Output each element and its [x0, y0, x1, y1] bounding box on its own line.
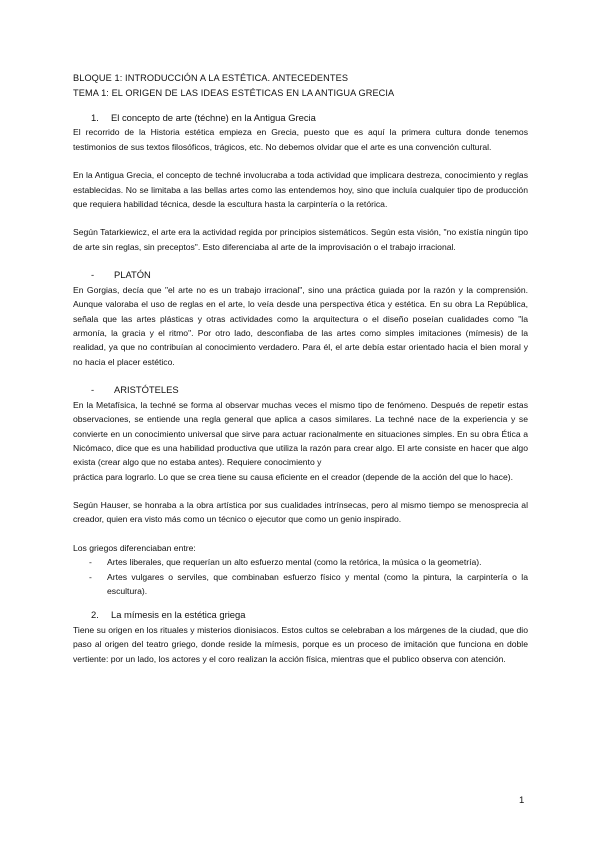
block-title: BLOQUE 1: INTRODUCCIÓN A LA ESTÉTICA. ANTECEDENTES: [73, 73, 349, 83]
list-item: - Artes vulgares o serviles, que combinaban esfuerzo físico y mental (como la pintura, la carpintería o la escultura).: [89, 571, 528, 596]
aristoteles-paragraph-2: práctica para lograrlo. Lo que se crea tiene su causa eficiente en el creador (depende de la acción del que lo hace).: [73, 471, 513, 482]
theme-title: TEMA 1: EL ORIGEN DE LAS IDEAS ESTÉTICAS EN LA ANTIGUA GRECIA: [73, 87, 395, 98]
aristoteles-paragraph-3: Según Hauser, se honraba a la obra artística por sus cualidades intrínsecas, pero al mismo tiempo se menosprecia al creador, quien era visto más como un técnico o ejecutor que como un genio inspirado.: [73, 500, 528, 525]
platon-heading: [73, 268, 528, 283]
list-item: - Artes liberales, que requerían un alto esfuerzo mental (como la retórica, la música o la geometría).: [89, 557, 482, 568]
aristoteles-paragraph-1: En la Metafísica, la techné se forma al observar muchas veces el mismo tipo de fenómeno. Después de repetir estas observaciones, se entiende una regla general que aplica a casos similares. La techné nace de la experiencia y se convierte en un conocimiento universal que sirve para actuar racionalmente en situaciones simples. En su obra Ética a Nicómaco, dice que es una habilidad productiva que utiliza la razón para crear algo. El arte consiste en hacer que algo exista (crear algo que no estaba antes). Requiere conocimiento y: [73, 400, 528, 468]
aristoteles-bullet: -: [91, 384, 95, 396]
arts-list: [73, 555, 528, 598]
section1-heading: [73, 111, 528, 126]
section1-paragraph-2: En la Antigua Grecia, el concepto de techné involucraba a toda actividad que implicara destreza, conocimiento y reglas establecidas. No se limitaba a las bellas artes como las entendemos hoy, sino que incluía cualquier tipo de producción que requiera habilidad técnica, desde la escultura hasta la carpintería o la retórica.: [73, 170, 528, 209]
document-page: [73, 71, 528, 666]
platon-heading-text: PLATÓN: [114, 269, 151, 281]
platon-paragraph: En Gorgias, decía que "el arte no es un trabajo irracional", sino una práctica guiada por la razón y la comprensión. Aunque valoraba el uso de reglas en el arte, lo veía desde una perspectiva ética y estética. En su obra La República, señala que las artes plásticas y otras actividades como la arquitectura o el diseño poseían cualidades como "la armonía, la gracia y el ritmo". Por otro lado, desconfiaba de las artes como simples imitaciones (mímesis) de la realidad, ya que no contribuían al conocimiento verdadero. Para él, el arte debía estar orientado hacia el bien moral y no hacia el placer estético.: [73, 285, 528, 367]
section1-paragraph-3: Según Tatarkiewicz, el arte era la actividad regida por principios sistemáticos. Según esta visión, "no existía ningún tipo de arte sin reglas, sin preceptos". Esto diferenciaba al arte de la improvisación o el trabajo irracional.: [73, 227, 528, 252]
aristoteles-heading: [73, 383, 528, 398]
list-item-text: Artes liberales, que requerían un alto esfuerzo mental (como la retórica, la música o la geometría).: [107, 557, 482, 568]
page-number: 1: [519, 795, 525, 806]
section2-heading-text: La mímesis en la estética griega: [111, 609, 246, 621]
section1-number: 1.: [91, 111, 99, 123]
section1-paragraph-1: El recorrido de la Historia estética empieza en Grecia, puesto que es aquí la primera cultura donde tenemos testimonios de sus textos filosóficos, trágicos, etc. No debemos olvidar que el arte es una convención cultural.: [73, 127, 528, 152]
section1-heading-text: El concepto de arte (téchne) en la Antigua Grecia: [111, 111, 316, 123]
list-intro: Los griegos diferenciaban entre:: [73, 543, 196, 553]
section2-number: 2.: [91, 609, 99, 621]
platon-bullet: -: [91, 269, 95, 281]
section2-paragraph: Tiene su origen en los rituales y misterios dionisiacos. Estos cultos se celebraban a los márgenes de la ciudad, que dio paso al origen del teatro griego, donde reside la mímesis, porque es un proceso de imitación que funciona en doble vertiente: por un lado, los actores y el coro realizan la acción física, mientras que el publico observa con atención.: [73, 624, 528, 664]
section2-heading: [73, 608, 528, 623]
list-item-text: Artes vulgares o serviles, que combinaban esfuerzo físico y mental (como la pintura, la carpintería o la escultura).: [107, 571, 528, 596]
aristoteles-heading-text: ARISTÓTELES: [114, 384, 179, 396]
